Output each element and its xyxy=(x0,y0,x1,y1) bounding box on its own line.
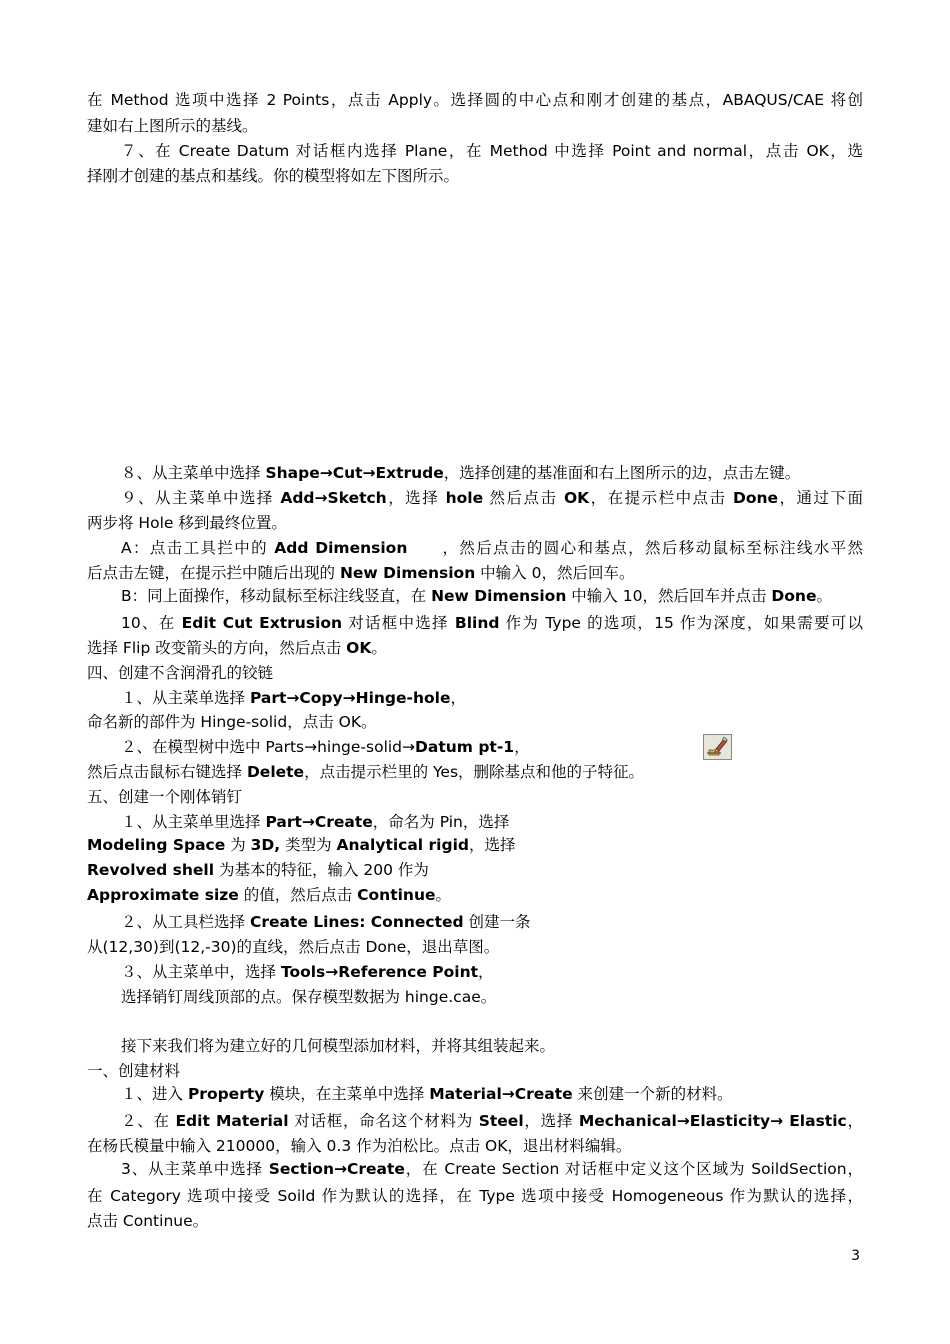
text-line xyxy=(121,688,863,708)
bold-term: Create Lines: Connected xyxy=(249,913,464,931)
text-line xyxy=(87,712,863,732)
text-run: 两步将 Hole 移到最终位置。 xyxy=(87,514,287,532)
text-run: 后点击左键，在提示拦中随后出现的 xyxy=(87,564,340,582)
text-run: ， xyxy=(450,689,466,707)
text-run: ，选择 xyxy=(386,489,446,507)
text-line xyxy=(87,860,863,880)
text-run: 在 Category 选项中接受 Soild 作为默认的选择，在 Type 选项中接受 Homogeneous 作为默认的选择， xyxy=(87,1187,863,1205)
text-run: 择刚才创建的基点和基线。你的模型将如左下图所示。 xyxy=(87,167,460,185)
text-line xyxy=(121,987,863,1007)
text-line xyxy=(121,1084,863,1104)
bold-term: Done xyxy=(771,587,817,605)
bold-term: Part→Create xyxy=(265,813,373,831)
bold-term: New Dimension xyxy=(339,564,476,582)
text-line xyxy=(121,962,863,982)
text-line xyxy=(87,1211,863,1231)
text-line xyxy=(121,1036,863,1056)
bold-term: Mechanical→Elasticity→ Elastic xyxy=(578,1112,847,1130)
bold-term: Datum pt-1 xyxy=(415,738,515,756)
text-run: 一、创建材料 xyxy=(87,1062,181,1080)
bold-term: Edit Material xyxy=(175,1112,289,1130)
text-run: ， xyxy=(514,738,530,756)
text-run: 命名新的部件为 Hinge-solid，点击 OK。 xyxy=(87,713,377,731)
bold-term: OK xyxy=(563,489,590,507)
text-line xyxy=(87,835,863,855)
text-run: ２、从工具栏选择 xyxy=(121,913,250,931)
text-run: ７、在 Create Datum 对话框内选择 Plane，在 Method 中选择 Point and normal，点击 OK，选 xyxy=(121,142,863,160)
text-run: 四、创建不含润滑孔的铰链 xyxy=(87,664,274,682)
text-run: ９、从主菜单中选择 xyxy=(121,489,281,507)
text-run: 对话框，命名这个材料为 xyxy=(288,1112,479,1130)
bold-term: Delete xyxy=(246,763,305,781)
bold-term: Analytical rigid xyxy=(336,836,469,854)
page-number: 3 xyxy=(851,1248,860,1264)
text-run: １、进入 xyxy=(121,1085,188,1103)
bold-term: Add→Sketch xyxy=(280,489,387,507)
bold-term: Modeling Space xyxy=(87,836,226,854)
bold-term: Revolved shell xyxy=(87,861,215,879)
text-run: 。 xyxy=(435,886,452,904)
text-line xyxy=(87,563,863,583)
bold-term: Approximate size xyxy=(87,886,239,904)
bold-term: New Dimension xyxy=(431,587,567,605)
bold-term: 3D, xyxy=(250,836,281,854)
text-line xyxy=(121,1159,863,1179)
text-line xyxy=(87,1061,863,1081)
text-run: 来创建一个新的材料。 xyxy=(572,1085,733,1103)
text-run: ，选择 xyxy=(468,836,516,854)
text-run: ，选择创建的基准面和右上图所示的边，点击左键。 xyxy=(443,464,801,482)
text-run: ３、从主菜单中，选择 xyxy=(121,963,281,981)
text-line xyxy=(121,613,863,633)
text-run: ８、从主菜单中选择 xyxy=(121,464,266,482)
text-run: 接下来我们将为建立好的几何模型添加材料，并将其组装起来。 xyxy=(121,1037,556,1055)
bold-term: Shape→Cut→Extrude xyxy=(265,464,444,482)
bold-term: Edit Cut Extrusion xyxy=(181,614,343,632)
text-run: 10、在 xyxy=(121,614,182,632)
text-run: 在杨氏模量中输入 210000，输入 0.3 作为泊松比。点击 OK，退出材料编辑。 xyxy=(87,1137,632,1155)
text-run: １、从主菜单里选择 xyxy=(121,813,266,831)
bold-term: Tools→Reference Point xyxy=(280,963,479,981)
text-run: 点击 Continue。 xyxy=(87,1212,209,1230)
text-run: 。 xyxy=(371,639,387,657)
text-line xyxy=(87,1186,863,1206)
text-line xyxy=(87,787,863,807)
text-run: 中输入 0，然后回车。 xyxy=(475,564,635,582)
text-line xyxy=(87,638,863,658)
text-run: 建如右上图所示的基线。 xyxy=(87,117,258,135)
text-run: ，命名为 Pin，选择 xyxy=(372,813,510,831)
text-run: 对话框中选择 xyxy=(342,614,455,632)
text-run: 作为 Type 的选项，15 作为深度，如果需要可以 xyxy=(499,614,863,632)
text-run: 。 xyxy=(816,587,832,605)
text-run: 模块，在主菜单中选择 xyxy=(264,1085,430,1103)
text-run: ， xyxy=(846,1112,863,1130)
bold-term: Done xyxy=(732,489,779,507)
text-run: ，选择 xyxy=(523,1112,579,1130)
text-run: 五、创建一个刚体销钉 xyxy=(87,788,243,806)
bold-term: hole xyxy=(445,489,484,507)
text-line xyxy=(121,463,863,483)
text-run: 然后点击鼠标右键选择 xyxy=(87,763,247,781)
bold-term: OK xyxy=(346,639,372,657)
text-run: ，然后点击的圆心和基点，然后移动鼠标至标注线水平然 xyxy=(407,539,863,557)
text-run: B：同上面操作，移动鼠标至标注线竖直，在 xyxy=(121,587,432,605)
text-line xyxy=(87,116,863,136)
text-run: 创建一条 xyxy=(463,913,531,931)
text-line xyxy=(121,488,863,508)
text-run: 从(12,30)到(12,-30)的直线，然后点击 Done，退出草图。 xyxy=(87,938,500,956)
bold-term: Continue xyxy=(357,886,436,904)
text-run: 类型为 xyxy=(280,836,337,854)
bold-term: Add Dimension xyxy=(274,539,408,557)
bold-term: Part→Copy→Hinge-hole xyxy=(249,689,451,707)
bold-term: Material→Create xyxy=(429,1085,573,1103)
text-line xyxy=(121,586,863,606)
text-line xyxy=(87,885,863,905)
text-run: A：点击工具拦中的 xyxy=(121,539,275,557)
text-run: ，点击提示栏里的 Yes，删除基点和他的子特征。 xyxy=(304,763,645,781)
text-line xyxy=(121,737,863,757)
text-run: 中输入 10，然后回车并点击 xyxy=(566,587,772,605)
text-run: ，在提示栏中点击 xyxy=(589,489,733,507)
text-line xyxy=(87,166,863,186)
text-line xyxy=(87,1136,863,1156)
bold-term: Steel xyxy=(478,1112,524,1130)
text-run: 选择 Flip 改变箭头的方向，然后点击 xyxy=(87,639,347,657)
text-line xyxy=(87,762,863,782)
text-run: 的值，然后点击 xyxy=(238,886,358,904)
text-run: 在 Method 选项中选择 2 Points，点击 Apply。选择圆的中心点和刚才创建的基点，ABAQUS/CAE 将创 xyxy=(87,91,863,109)
bold-term: Section→Create xyxy=(268,1160,405,1178)
add-dimension-icon xyxy=(703,734,732,760)
text-line xyxy=(121,912,863,932)
text-line xyxy=(121,141,863,161)
text-line xyxy=(121,1111,863,1131)
text-run: 为基本的特征，输入 200 作为 xyxy=(214,861,429,879)
text-run: ２、在模型树中选中 Parts→hinge-solid→ xyxy=(121,738,416,756)
text-line xyxy=(87,663,863,683)
text-run: 为 xyxy=(225,836,251,854)
bold-term: Property xyxy=(187,1085,265,1103)
text-line xyxy=(87,937,863,957)
text-line xyxy=(121,812,863,832)
text-run: ，通过下面 xyxy=(778,489,863,507)
text-run: ２、在 xyxy=(121,1112,176,1130)
bold-term: Blind xyxy=(454,614,500,632)
text-run: １、从主菜单选择 xyxy=(121,689,250,707)
text-run: 3、从主菜单中选择 xyxy=(121,1160,269,1178)
text-line xyxy=(121,538,863,558)
text-line xyxy=(87,513,863,533)
text-run: ，在 Create Section 对话框中定义这个区域为 SoildSection， xyxy=(404,1160,863,1178)
text-run: 选择销钉周线顶部的点。保存模型数据为 hinge.cae。 xyxy=(121,988,497,1006)
text-run: 然后点击 xyxy=(483,489,564,507)
text-run: ， xyxy=(478,963,494,981)
text-line xyxy=(87,90,863,110)
